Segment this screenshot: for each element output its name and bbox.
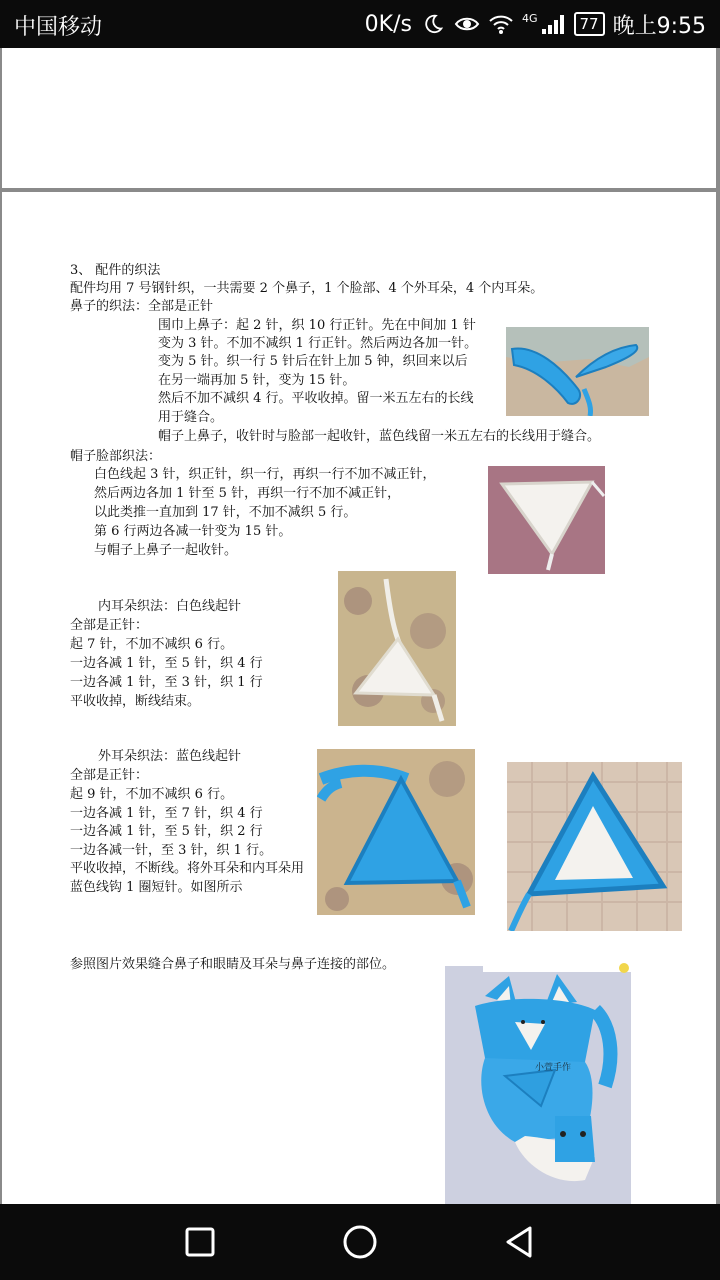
inner-ear-line: 一边各减 1 针，至 5 针，织 4 行 xyxy=(70,656,263,671)
outer-ear-line: 蓝色线钩 1 圈短针。如图所示 xyxy=(70,880,243,895)
inner-ear-line: 平收收掉，断线结束。 xyxy=(70,694,201,709)
moon-icon xyxy=(420,13,446,35)
wifi-icon xyxy=(488,13,514,35)
outer-ear-photo xyxy=(317,749,475,915)
inner-ear-line: 一边各减 1 针，至 3 针，织 1 行 xyxy=(70,675,263,690)
face-line: 白色线起 3 针，织正针，织一行，再织一行不加不减正针， xyxy=(94,467,436,482)
face-heading: 帽子脸部织法： xyxy=(70,449,162,464)
signal-icon xyxy=(540,13,566,35)
outer-ear-line: 一边各减一针，至 3 针，织 1 行。 xyxy=(70,843,273,858)
navigation-bar xyxy=(0,1204,720,1280)
closing-text: 参照图片效果缝合鼻子和眼睛及耳朵与鼻子连接的部位。 xyxy=(70,957,396,972)
outer-ear-line: 全部是正针： xyxy=(70,768,149,783)
nose-line: 在另一端再加 5 针，变为 15 针。 xyxy=(158,373,356,388)
nose-photo xyxy=(506,327,649,416)
inner-ear-line: 全部是正针： xyxy=(70,618,149,633)
back-icon[interactable] xyxy=(500,1222,540,1262)
outer-ear-line: 平收收掉，不断线。将外耳朵和内耳朵用 xyxy=(70,861,305,876)
finished-scarf-photo xyxy=(445,966,631,1204)
net-speed: 0K/s xyxy=(364,11,412,37)
nose-line: 变为 5 针。织一行 5 针后在针上加 5 钟，织回来以后 xyxy=(158,354,468,369)
face-photo xyxy=(488,466,605,574)
nose-line: 围巾上鼻子：起 2 针，织 10 行正针。先在中间加 1 针 xyxy=(158,318,476,333)
nose-line: 变为 3 针。不加不减织 1 行正针。然后两边各加一针。 xyxy=(158,336,478,351)
face-line: 以此类推一直加到 17 针，不加不减织 5 行。 xyxy=(94,505,357,520)
face-line: 与帽子上鼻子一起收针。 xyxy=(94,543,238,558)
section-title: 3、 配件的织法 xyxy=(70,263,161,278)
battery-icon xyxy=(574,12,605,36)
eye-icon xyxy=(454,13,480,35)
home-icon[interactable] xyxy=(340,1222,380,1262)
nose-line: 然后不加不减织 4 行。平收收掉。留一米五左右的长线 xyxy=(158,391,474,406)
outer-ear-heading: 外耳朵织法：蓝色线起针 xyxy=(98,749,242,764)
document-page-previous[interactable] xyxy=(2,48,716,188)
outer-ear-line: 一边各减 1 针，至 7 针，织 4 行 xyxy=(70,806,263,821)
inner-ear-line: 起 7 针，不加不减织 6 行。 xyxy=(70,637,234,652)
nose-line: 帽子上鼻子，收针时与脸部一起收针，蓝色线留一米五左右的长线用于缝合。 xyxy=(158,429,601,444)
status-bar xyxy=(0,0,720,48)
status-icons xyxy=(365,8,706,40)
battery-level: 77 xyxy=(579,15,599,33)
inner-ear-photo xyxy=(338,571,456,726)
outer-ear-line: 一边各减 1 针，至 5 针，织 2 行 xyxy=(70,824,263,839)
combined-ear-photo xyxy=(507,762,682,931)
intro-text: 配件均用 7 号钢针织，一共需要 2 个鼻子，1 个脸部、4 个外耳朵，4 个内耳朵。 xyxy=(70,281,544,296)
outer-ear-line: 起 9 针，不加不减织 6 行。 xyxy=(70,787,234,802)
recents-icon[interactable] xyxy=(180,1222,220,1262)
sticker-icon xyxy=(616,962,632,974)
document-page[interactable] xyxy=(2,192,716,1204)
face-line: 然后两边各加 1 针至 5 针，再织一行不加不减正针， xyxy=(94,486,401,501)
carrier-name: 中国移动 xyxy=(14,15,103,40)
watermark-text: 小萱手作 xyxy=(535,1063,572,1073)
clock: 晚上9:55 xyxy=(612,13,706,39)
nose-line: 用于缝合。 xyxy=(158,410,224,425)
nose-heading: 鼻子的织法：全部是正针 xyxy=(70,299,214,314)
face-line: 第 6 行两边各减一针变为 15 针。 xyxy=(94,524,292,539)
inner-ear-heading: 内耳朵织法：白色线起针 xyxy=(98,599,242,614)
network-type: 4G xyxy=(521,11,538,25)
